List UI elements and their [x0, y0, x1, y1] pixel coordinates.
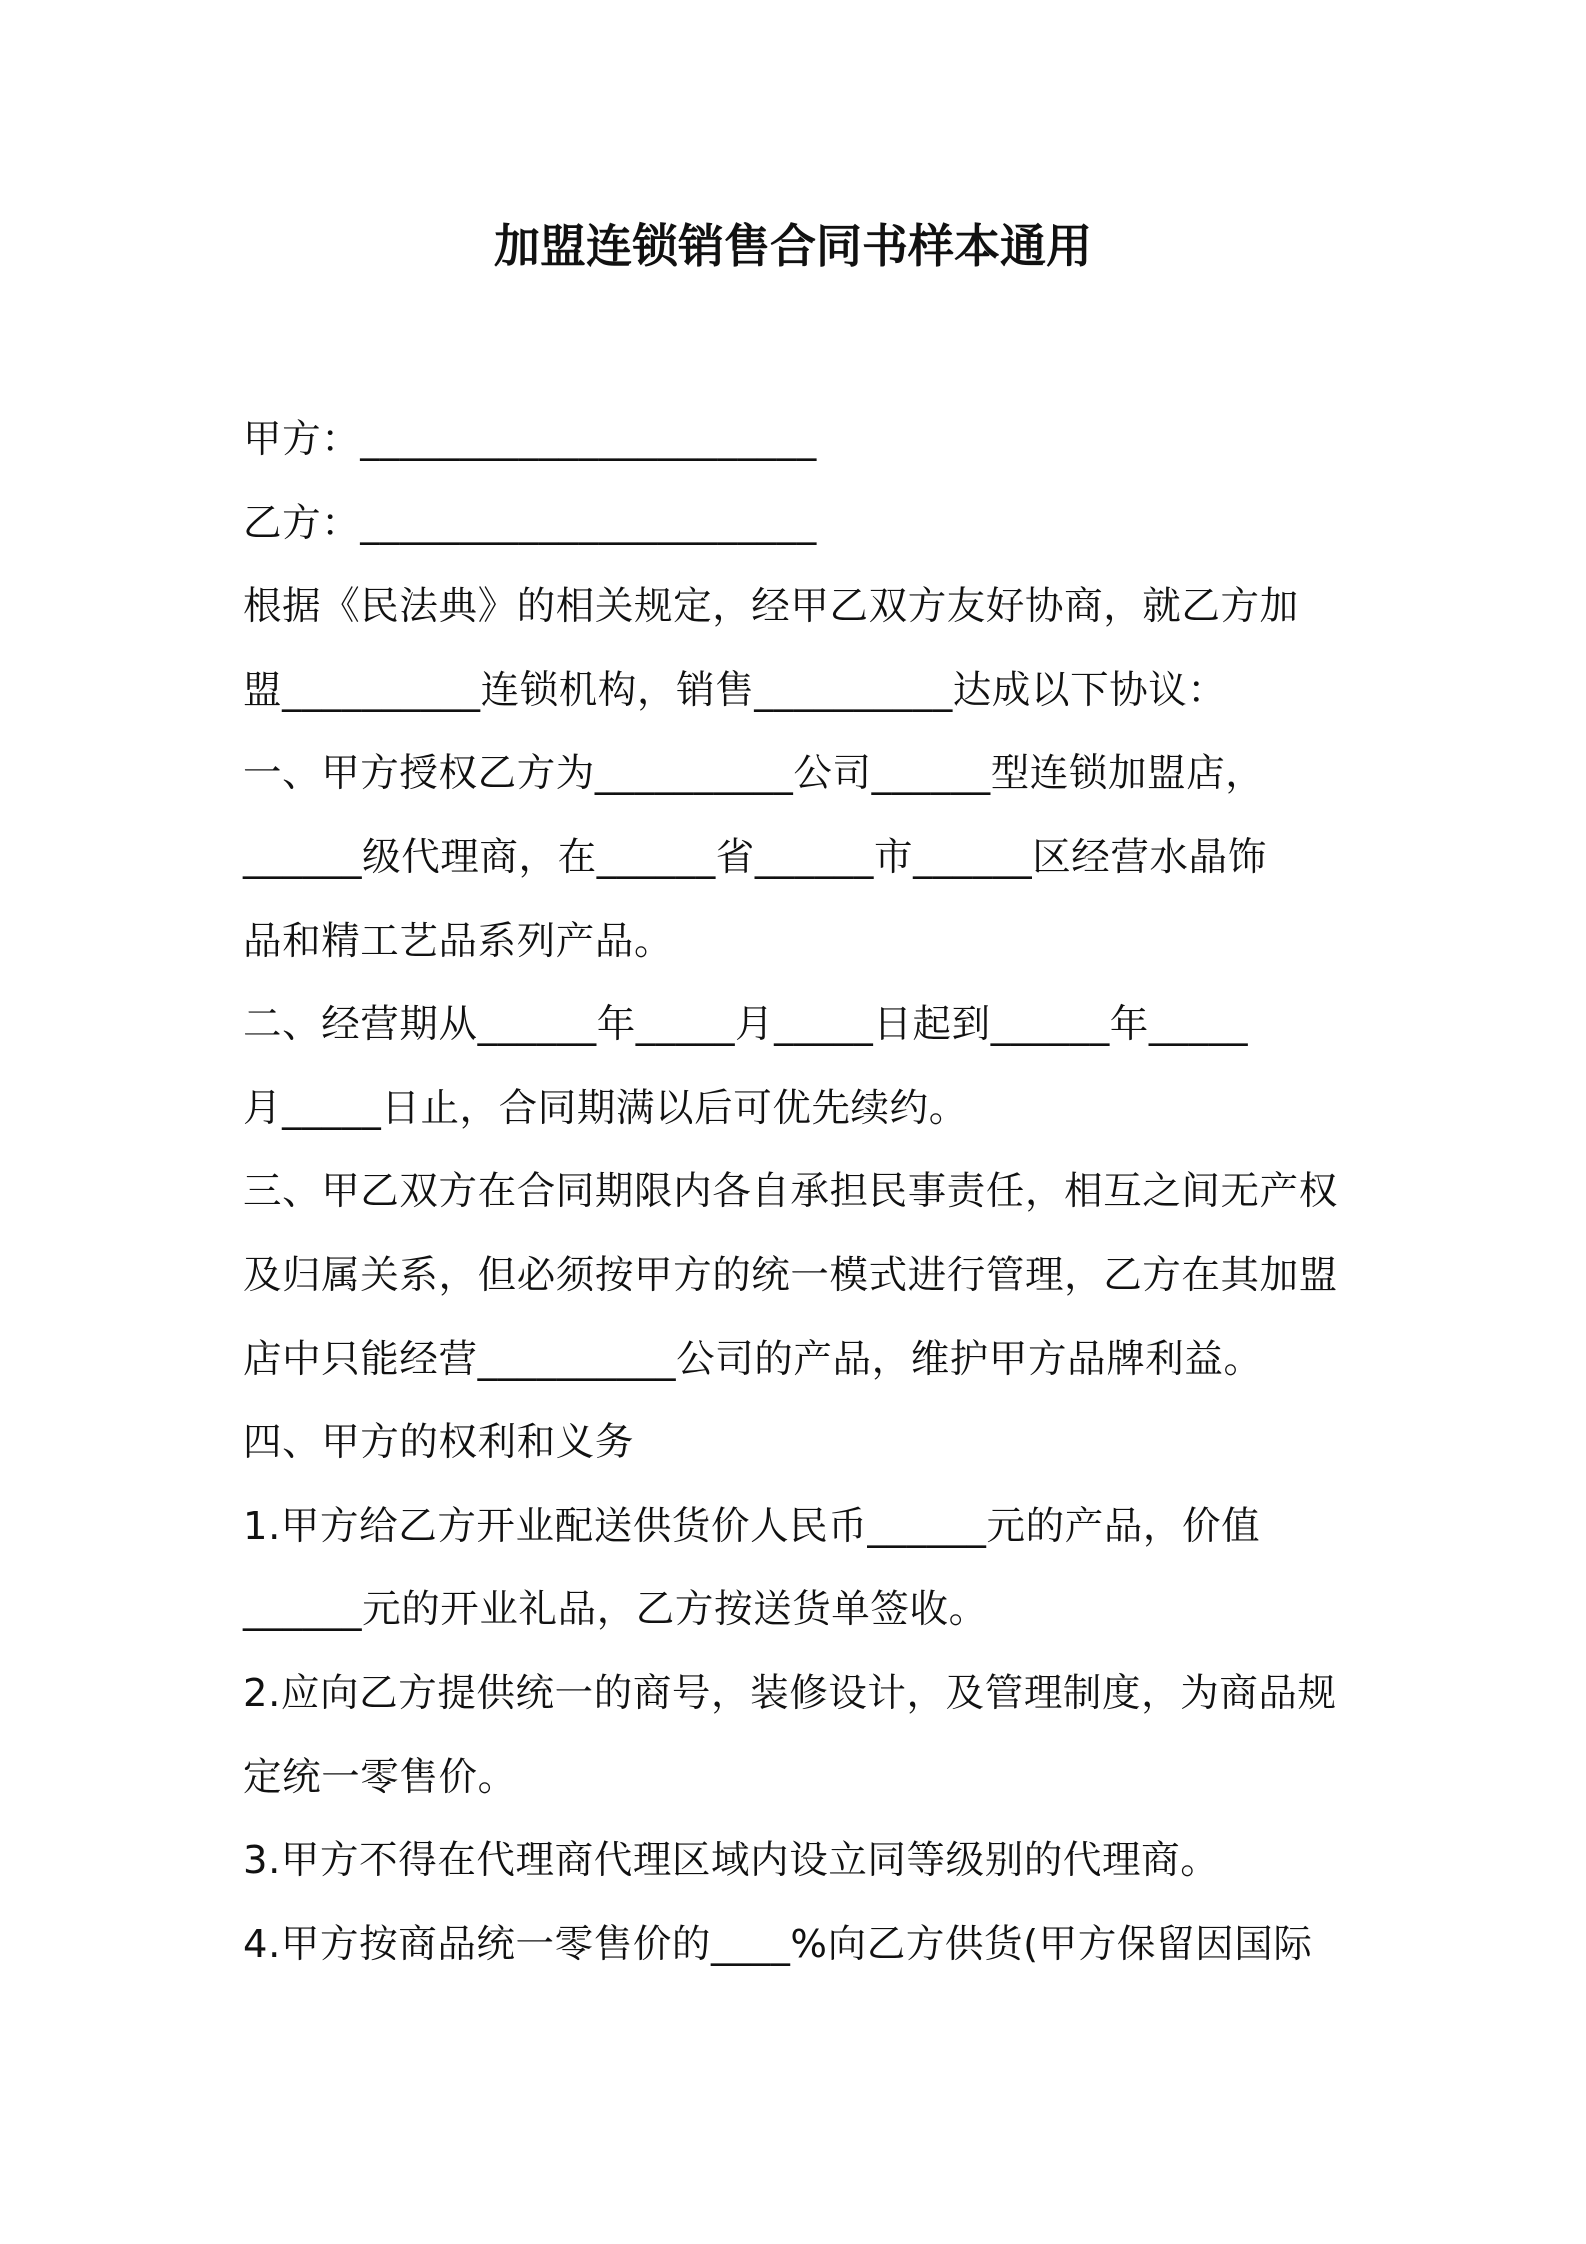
clause-2-line: 月_____日止，合同期满以后可优先续约。 — [243, 1085, 968, 1131]
item-2-line: 定统一零售价。 — [243, 1754, 517, 1800]
clause-1-line: 品和精工艺品系列产品。 — [243, 918, 674, 964]
section-heading: 四、甲方的权利和义务 — [243, 1420, 635, 1466]
clause-3-line: 三、甲乙双方在合同期限内各自承担民事责任，相互之间无产权 — [243, 1169, 1338, 1215]
item-4-line: 4.甲方按商品统一零售价的____%向乙方供货(甲方保留因国际 — [243, 1921, 1313, 1967]
document-title: 加盟连锁销售合同书样本通用 — [494, 219, 1092, 273]
item-3-line: 3.甲方不得在代理商代理区域内设立同等级别的代理商。 — [243, 1838, 1220, 1884]
clause-2-line: 二、经营期从______年_____月_____日起到______年_____ — [243, 1002, 1249, 1048]
clause-3-line: 及归属关系，但必须按甲方的统一模式进行管理，乙方在其加盟 — [243, 1252, 1338, 1298]
party-a-line: 甲方：_______________________ — [243, 417, 817, 462]
clause-1-line: ______级代理商，在______省______市______区经营水晶饰 — [243, 834, 1267, 880]
preamble-line: 盟__________连锁机构，销售__________达成以下协议： — [243, 667, 1227, 713]
party-b-line: 乙方：_______________________ — [243, 500, 817, 546]
clause-1-line: 一、甲方授权乙方为__________公司______型连锁加盟店， — [243, 751, 1265, 797]
clause-3-line: 店中只能经营__________公司的产品，维护甲方品牌利益。 — [243, 1336, 1263, 1382]
item-1-line: 1.甲方给乙方开业配送供货价人民币______元的产品，价值 — [243, 1503, 1261, 1549]
document-body — [243, 398, 1358, 1986]
preamble-line: 根据《民法典》的相关规定，经甲乙双方友好协商，就乙方加 — [243, 584, 1299, 630]
item-2-line: 2.应向乙方提供统一的商号，装修设计，及管理制度，为商品规 — [243, 1670, 1337, 1716]
item-1-line: ______元的开业礼品，乙方按送货单签收。 — [243, 1587, 988, 1633]
